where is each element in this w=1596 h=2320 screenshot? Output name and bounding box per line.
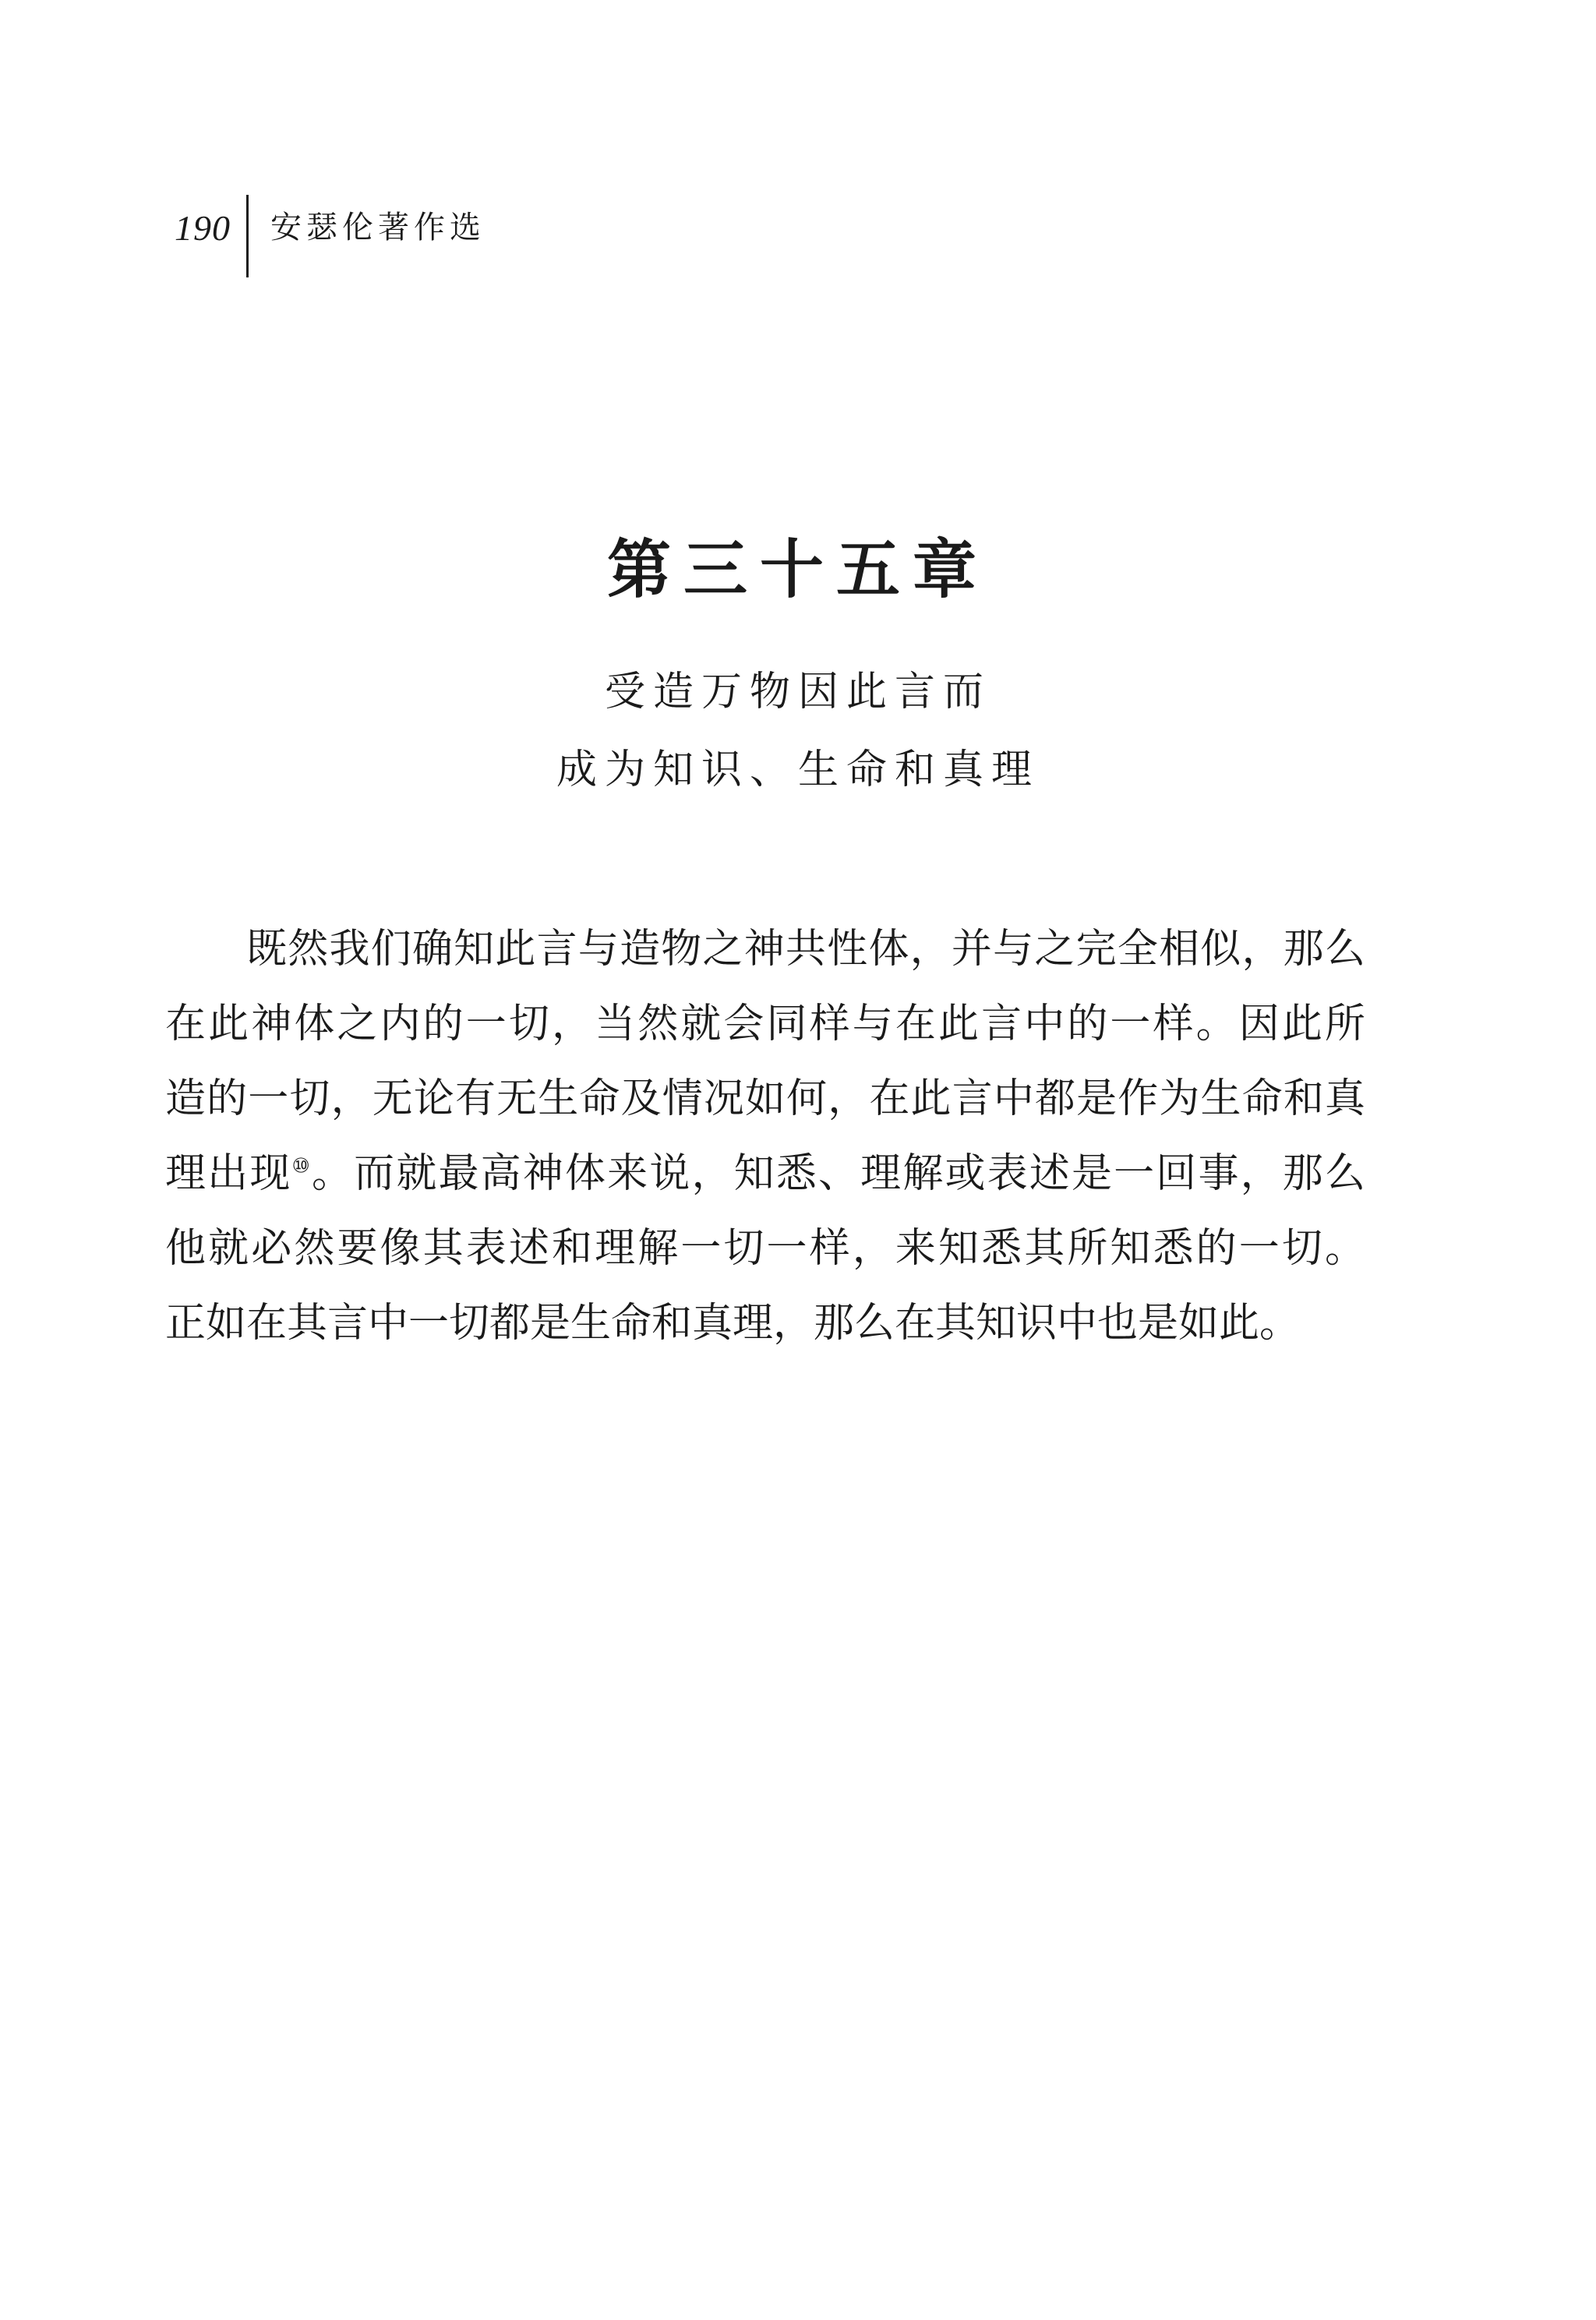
body-line-2: 在此神体之内的一切，当然就会同样与在此言中的一样。因此所: [165, 1001, 1365, 1047]
body-line-6: 正如在其言中一切都是生命和真理，那么在其知识中也是如此。: [165, 1300, 1301, 1347]
page-number: 190: [175, 208, 231, 248]
header-divider: [246, 195, 249, 277]
body-line-4-start: 理出现: [165, 1150, 292, 1197]
book-title: 安瑟伦著作选: [270, 210, 486, 245]
chapter-subtitle-line-1: 受造万物因此言而: [604, 669, 991, 715]
body-line-1: 既然我们确知此言与造物之神共性体，并与之完全相似，那么: [246, 926, 1365, 973]
body-paragraph: [165, 912, 1365, 1361]
body-line-4: [165, 1136, 1365, 1211]
footnote-marker[interactable]: ⑩: [291, 1154, 312, 1178]
body-line-5: 他就必然要像其表述和理解一切一样，来知悉其所知悉的一切。: [165, 1225, 1365, 1272]
chapter-subtitle-line-2: 成为知识、生命和真理: [556, 747, 1040, 793]
body-line-3: 造的一切，无论有无生命及情况如何，在此言中都是作为生命和真: [165, 1075, 1365, 1122]
running-head: [175, 195, 486, 281]
chapter-title: 第三十五章: [606, 532, 989, 607]
body-line-4-end: 。而就最高神体来说，知悉、理解或表述是一回事，那么: [311, 1150, 1365, 1197]
